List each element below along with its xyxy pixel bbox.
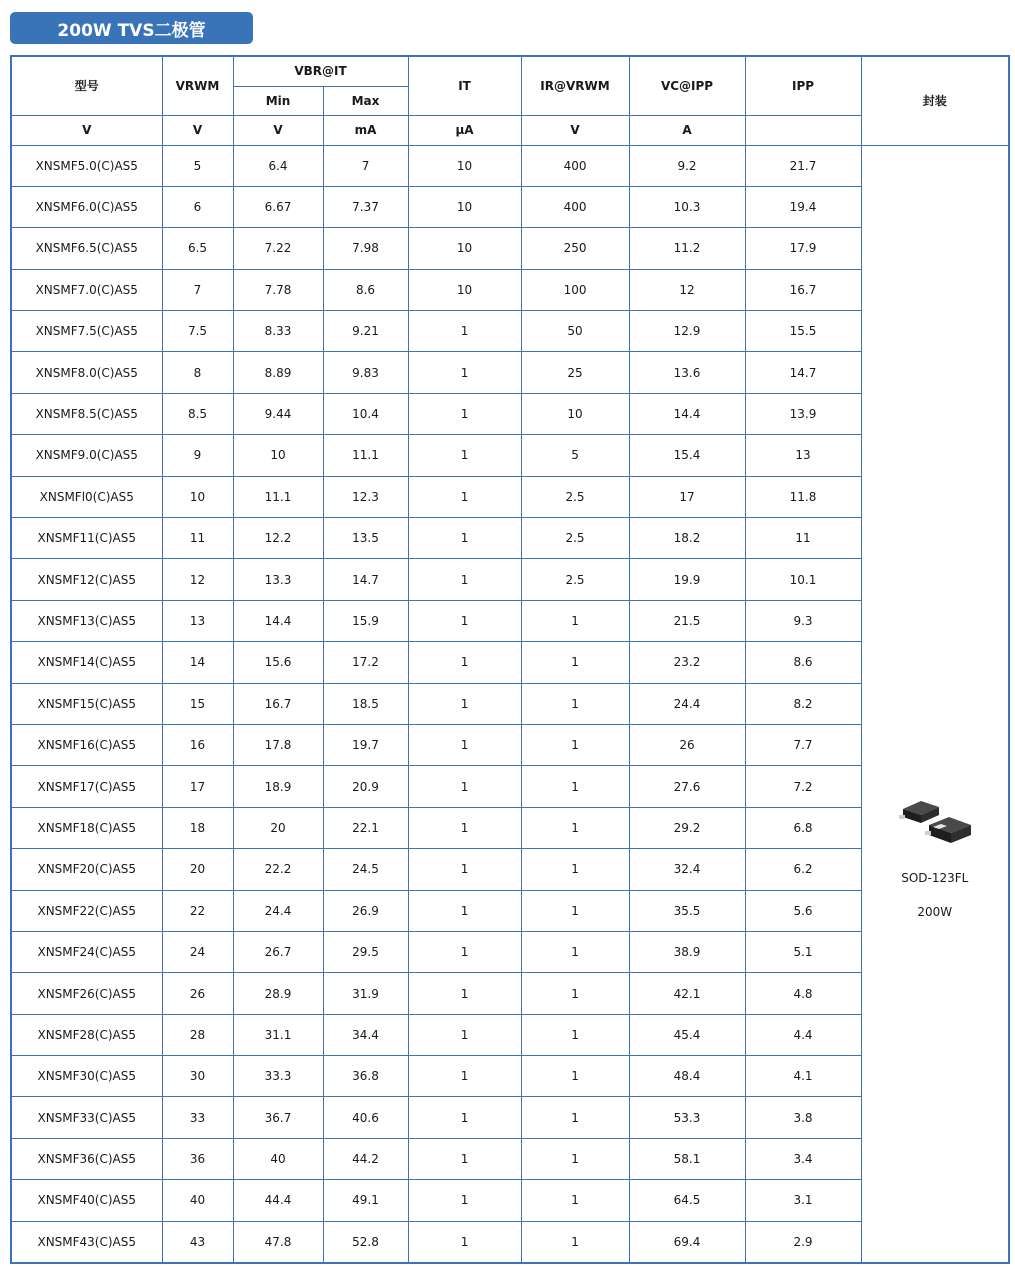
cell-ipp: 9.3: [745, 600, 861, 641]
cell-vrwm: 13: [162, 600, 233, 641]
table-row: [11, 352, 1009, 393]
cell-it: 1: [408, 559, 521, 600]
cell-model: XNSMF6.5(C)AS5: [11, 228, 162, 269]
cell-vc: 12: [629, 269, 745, 310]
cell-vrwm: 7.5: [162, 311, 233, 352]
cell-it: 1: [408, 642, 521, 683]
cell-ir: 1: [521, 1056, 629, 1097]
cell-ipp: 10.1: [745, 559, 861, 600]
cell-max: 13.5: [323, 518, 408, 559]
sod-123fl-diode-icon: [895, 789, 975, 853]
cell-it: 1: [408, 393, 521, 434]
cell-vc: 69.4: [629, 1221, 745, 1263]
cell-ir: 1: [521, 1014, 629, 1055]
cell-it: 10: [408, 269, 521, 310]
cell-it: 10: [408, 186, 521, 227]
cell-it: 1: [408, 931, 521, 972]
table-row: [11, 393, 1009, 434]
cell-model: XNSMF28(C)AS5: [11, 1014, 162, 1055]
cell-min: 26.7: [233, 931, 323, 972]
cell-max: 24.5: [323, 849, 408, 890]
cell-vc: 13.6: [629, 352, 745, 393]
cell-vrwm: 28: [162, 1014, 233, 1055]
package-power: 200W: [917, 904, 953, 919]
unit-ipp: A: [629, 115, 745, 145]
package-cell: [861, 145, 1009, 1263]
cell-vrwm: 15: [162, 683, 233, 724]
header-package: 封装: [861, 56, 1009, 145]
unit-max: V: [233, 115, 323, 145]
table-row: [11, 600, 1009, 641]
cell-ipp: 21.7: [745, 145, 861, 186]
cell-ipp: 11.8: [745, 476, 861, 517]
cell-vrwm: 17: [162, 766, 233, 807]
cell-vrwm: 30: [162, 1056, 233, 1097]
cell-max: 17.2: [323, 642, 408, 683]
cell-ipp: 3.1: [745, 1180, 861, 1221]
cell-min: 13.3: [233, 559, 323, 600]
cell-min: 9.44: [233, 393, 323, 434]
cell-model: XNSMF24(C)AS5: [11, 931, 162, 972]
cell-ipp: 6.8: [745, 807, 861, 848]
cell-max: 36.8: [323, 1056, 408, 1097]
cell-vc: 18.2: [629, 518, 745, 559]
cell-model: XNSMF17(C)AS5: [11, 766, 162, 807]
cell-max: 9.21: [323, 311, 408, 352]
cell-max: 20.9: [323, 766, 408, 807]
table-row: [11, 269, 1009, 310]
cell-min: 47.8: [233, 1221, 323, 1263]
cell-max: 29.5: [323, 931, 408, 972]
cell-vc: 23.2: [629, 642, 745, 683]
header-vc: VC@IPP: [629, 56, 745, 115]
header-ipp: IPP: [745, 56, 861, 115]
cell-ir: 400: [521, 145, 629, 186]
cell-max: 15.9: [323, 600, 408, 641]
cell-model: XNSMF36(C)AS5: [11, 1138, 162, 1179]
cell-max: 22.1: [323, 807, 408, 848]
table-row: [11, 724, 1009, 765]
header-ir: IR@VRWM: [521, 56, 629, 115]
cell-ipp: 13.9: [745, 393, 861, 434]
table-row: [11, 1056, 1009, 1097]
cell-ipp: 11: [745, 518, 861, 559]
cell-ipp: 17.9: [745, 228, 861, 269]
header-it: IT: [408, 56, 521, 115]
cell-vc: 64.5: [629, 1180, 745, 1221]
cell-vc: 14.4: [629, 393, 745, 434]
unit-it: mA: [323, 115, 408, 145]
cell-ipp: 13: [745, 435, 861, 476]
cell-vrwm: 22: [162, 890, 233, 931]
cell-vc: 38.9: [629, 931, 745, 972]
cell-min: 24.4: [233, 890, 323, 931]
header-model: 型号: [11, 56, 162, 115]
cell-vrwm: 10: [162, 476, 233, 517]
cell-it: 1: [408, 600, 521, 641]
cell-min: 15.6: [233, 642, 323, 683]
cell-min: 7.22: [233, 228, 323, 269]
cell-model: XNSMF5.0(C)AS5: [11, 145, 162, 186]
cell-model: XNSMF11(C)AS5: [11, 518, 162, 559]
cell-ir: 25: [521, 352, 629, 393]
table-row: [11, 642, 1009, 683]
cell-it: 1: [408, 724, 521, 765]
cell-vrwm: 40: [162, 1180, 233, 1221]
cell-vc: 15.4: [629, 435, 745, 476]
cell-vrwm: 6: [162, 186, 233, 227]
cell-ir: 1: [521, 931, 629, 972]
cell-model: XNSMF43(C)AS5: [11, 1221, 162, 1263]
cell-max: 8.6: [323, 269, 408, 310]
cell-vrwm: 20: [162, 849, 233, 890]
cell-ir: 2.5: [521, 559, 629, 600]
cell-vc: 11.2: [629, 228, 745, 269]
cell-vrwm: 26: [162, 973, 233, 1014]
cell-min: 14.4: [233, 600, 323, 641]
cell-vrwm: 24: [162, 931, 233, 972]
cell-min: 8.33: [233, 311, 323, 352]
cell-min: 40: [233, 1138, 323, 1179]
cell-it: 1: [408, 1056, 521, 1097]
cell-ir: 1: [521, 973, 629, 1014]
header-vbr: VBR@IT: [233, 56, 408, 86]
tvs-spec-table: [10, 55, 1010, 1264]
cell-min: 11.1: [233, 476, 323, 517]
cell-ipp: 6.2: [745, 849, 861, 890]
cell-min: 20: [233, 807, 323, 848]
cell-ipp: 3.4: [745, 1138, 861, 1179]
cell-it: 1: [408, 352, 521, 393]
cell-vc: 27.6: [629, 766, 745, 807]
cell-max: 11.1: [323, 435, 408, 476]
cell-ir: 2.5: [521, 518, 629, 559]
cell-ir: 5: [521, 435, 629, 476]
cell-vrwm: 8.5: [162, 393, 233, 434]
table-row: [11, 311, 1009, 352]
cell-vc: 26: [629, 724, 745, 765]
cell-ir: 1: [521, 1221, 629, 1263]
cell-vc: 9.2: [629, 145, 745, 186]
cell-it: 1: [408, 1180, 521, 1221]
cell-it: 1: [408, 518, 521, 559]
package-name: SOD-123FL: [901, 870, 969, 885]
cell-ir: 1: [521, 766, 629, 807]
table-row: [11, 518, 1009, 559]
table-row: [11, 807, 1009, 848]
cell-vrwm: 11: [162, 518, 233, 559]
cell-ipp: 8.6: [745, 642, 861, 683]
cell-ir: 1: [521, 849, 629, 890]
cell-min: 6.4: [233, 145, 323, 186]
cell-vrwm: 12: [162, 559, 233, 600]
cell-min: 28.9: [233, 973, 323, 1014]
cell-min: 36.7: [233, 1097, 323, 1138]
section-title: 200W TVS二极管: [10, 12, 253, 44]
cell-ir: 2.5: [521, 476, 629, 517]
cell-max: 18.5: [323, 683, 408, 724]
cell-ir: 1: [521, 642, 629, 683]
cell-ipp: 15.5: [745, 311, 861, 352]
cell-vc: 58.1: [629, 1138, 745, 1179]
cell-ir: 1: [521, 724, 629, 765]
cell-vc: 32.4: [629, 849, 745, 890]
table-row: [11, 145, 1009, 186]
cell-max: 14.7: [323, 559, 408, 600]
cell-vc: 21.5: [629, 600, 745, 641]
cell-it: 1: [408, 1097, 521, 1138]
header-vbr-max: Max: [323, 86, 408, 115]
cell-ipp: 8.2: [745, 683, 861, 724]
cell-max: 40.6: [323, 1097, 408, 1138]
cell-min: 16.7: [233, 683, 323, 724]
cell-min: 10: [233, 435, 323, 476]
cell-vrwm: 8: [162, 352, 233, 393]
cell-vrwm: 7: [162, 269, 233, 310]
cell-ir: 1: [521, 1097, 629, 1138]
cell-ipp: 7.2: [745, 766, 861, 807]
cell-model: XNSMF12(C)AS5: [11, 559, 162, 600]
cell-model: XNSMF22(C)AS5: [11, 890, 162, 931]
cell-model: XNSMF15(C)AS5: [11, 683, 162, 724]
cell-max: 10.4: [323, 393, 408, 434]
cell-model: XNSMF40(C)AS5: [11, 1180, 162, 1221]
cell-model: XNSMF14(C)AS5: [11, 642, 162, 683]
cell-model: XNSMF9.0(C)AS5: [11, 435, 162, 476]
table-row: [11, 228, 1009, 269]
cell-it: 1: [408, 476, 521, 517]
cell-it: 1: [408, 1138, 521, 1179]
cell-ipp: 3.8: [745, 1097, 861, 1138]
cell-vc: 10.3: [629, 186, 745, 227]
cell-max: 31.9: [323, 973, 408, 1014]
cell-max: 7: [323, 145, 408, 186]
cell-vc: 35.5: [629, 890, 745, 931]
cell-max: 7.98: [323, 228, 408, 269]
cell-vc: 17: [629, 476, 745, 517]
cell-ipp: 2.9: [745, 1221, 861, 1263]
table-row: [11, 1014, 1009, 1055]
cell-vrwm: 18: [162, 807, 233, 848]
cell-max: 49.1: [323, 1180, 408, 1221]
table-row: [11, 766, 1009, 807]
cell-vc: 29.2: [629, 807, 745, 848]
cell-max: 52.8: [323, 1221, 408, 1263]
cell-max: 34.4: [323, 1014, 408, 1055]
table-row: [11, 890, 1009, 931]
cell-vrwm: 36: [162, 1138, 233, 1179]
cell-model: XNSMF6.0(C)AS5: [11, 186, 162, 227]
cell-it: 10: [408, 228, 521, 269]
table-row: [11, 931, 1009, 972]
cell-it: 1: [408, 1014, 521, 1055]
cell-it: 1: [408, 973, 521, 1014]
cell-vc: 19.9: [629, 559, 745, 600]
cell-ir: 1: [521, 1138, 629, 1179]
cell-vrwm: 33: [162, 1097, 233, 1138]
cell-vrwm: 6.5: [162, 228, 233, 269]
unit-min: V: [162, 115, 233, 145]
cell-it: 1: [408, 766, 521, 807]
cell-vrwm: 14: [162, 642, 233, 683]
cell-min: 22.2: [233, 849, 323, 890]
header-vbr-min: Min: [233, 86, 323, 115]
cell-ipp: 4.4: [745, 1014, 861, 1055]
cell-model: XNSMF30(C)AS5: [11, 1056, 162, 1097]
cell-ipp: 5.1: [745, 931, 861, 972]
cell-ir: 1: [521, 600, 629, 641]
cell-it: 10: [408, 145, 521, 186]
cell-ipp: 4.8: [745, 973, 861, 1014]
cell-ir: 100: [521, 269, 629, 310]
unit-vc: V: [521, 115, 629, 145]
table-row: [11, 186, 1009, 227]
table-row: [11, 1180, 1009, 1221]
cell-min: 33.3: [233, 1056, 323, 1097]
unit-ir: μA: [408, 115, 521, 145]
cell-vc: 12.9: [629, 311, 745, 352]
cell-vc: 45.4: [629, 1014, 745, 1055]
cell-model: XNSMF20(C)AS5: [11, 849, 162, 890]
cell-min: 12.2: [233, 518, 323, 559]
cell-ir: 50: [521, 311, 629, 352]
table-row: [11, 973, 1009, 1014]
cell-ipp: 16.7: [745, 269, 861, 310]
cell-model: XNSMFl0(C)AS5: [11, 476, 162, 517]
cell-min: 18.9: [233, 766, 323, 807]
cell-max: 9.83: [323, 352, 408, 393]
cell-ir: 1: [521, 890, 629, 931]
cell-model: XNSMF8.0(C)AS5: [11, 352, 162, 393]
cell-it: 1: [408, 890, 521, 931]
cell-ipp: 7.7: [745, 724, 861, 765]
cell-vrwm: 43: [162, 1221, 233, 1263]
cell-min: 31.1: [233, 1014, 323, 1055]
cell-vc: 53.3: [629, 1097, 745, 1138]
table-row: [11, 1097, 1009, 1138]
cell-min: 8.89: [233, 352, 323, 393]
cell-max: 44.2: [323, 1138, 408, 1179]
table-row: [11, 683, 1009, 724]
table-row: [11, 1138, 1009, 1179]
cell-model: XNSMF13(C)AS5: [11, 600, 162, 641]
cell-ipp: 4.1: [745, 1056, 861, 1097]
cell-it: 1: [408, 435, 521, 476]
table-row: [11, 1221, 1009, 1263]
table-row: [11, 559, 1009, 600]
cell-vrwm: 9: [162, 435, 233, 476]
cell-model: XNSMF16(C)AS5: [11, 724, 162, 765]
cell-vrwm: 5: [162, 145, 233, 186]
cell-model: XNSMF7.5(C)AS5: [11, 311, 162, 352]
cell-model: XNSMF26(C)AS5: [11, 973, 162, 1014]
cell-max: 19.7: [323, 724, 408, 765]
cell-model: XNSMF8.5(C)AS5: [11, 393, 162, 434]
cell-ipp: 5.6: [745, 890, 861, 931]
cell-ir: 400: [521, 186, 629, 227]
cell-ir: 1: [521, 807, 629, 848]
cell-it: 1: [408, 1221, 521, 1263]
cell-min: 6.67: [233, 186, 323, 227]
cell-vrwm: 16: [162, 724, 233, 765]
cell-model: XNSMF7.0(C)AS5: [11, 269, 162, 310]
cell-model: XNSMF18(C)AS5: [11, 807, 162, 848]
cell-ir: 1: [521, 1180, 629, 1221]
cell-min: 7.78: [233, 269, 323, 310]
unit-vrwm: V: [11, 115, 162, 145]
cell-it: 1: [408, 683, 521, 724]
cell-ir: 1: [521, 683, 629, 724]
cell-ir: 250: [521, 228, 629, 269]
cell-max: 26.9: [323, 890, 408, 931]
cell-model: XNSMF33(C)AS5: [11, 1097, 162, 1138]
table-row: [11, 849, 1009, 890]
cell-min: 17.8: [233, 724, 323, 765]
cell-ipp: 14.7: [745, 352, 861, 393]
cell-max: 12.3: [323, 476, 408, 517]
cell-max: 7.37: [323, 186, 408, 227]
cell-it: 1: [408, 849, 521, 890]
cell-it: 1: [408, 807, 521, 848]
cell-vc: 24.4: [629, 683, 745, 724]
cell-min: 44.4: [233, 1180, 323, 1221]
cell-vc: 42.1: [629, 973, 745, 1014]
cell-it: 1: [408, 311, 521, 352]
cell-ir: 10: [521, 393, 629, 434]
header-vrwm: VRWM: [162, 56, 233, 115]
table-row: [11, 476, 1009, 517]
cell-ipp: 19.4: [745, 186, 861, 227]
table-body: [11, 145, 1009, 1263]
cell-vc: 48.4: [629, 1056, 745, 1097]
table-row: [11, 435, 1009, 476]
